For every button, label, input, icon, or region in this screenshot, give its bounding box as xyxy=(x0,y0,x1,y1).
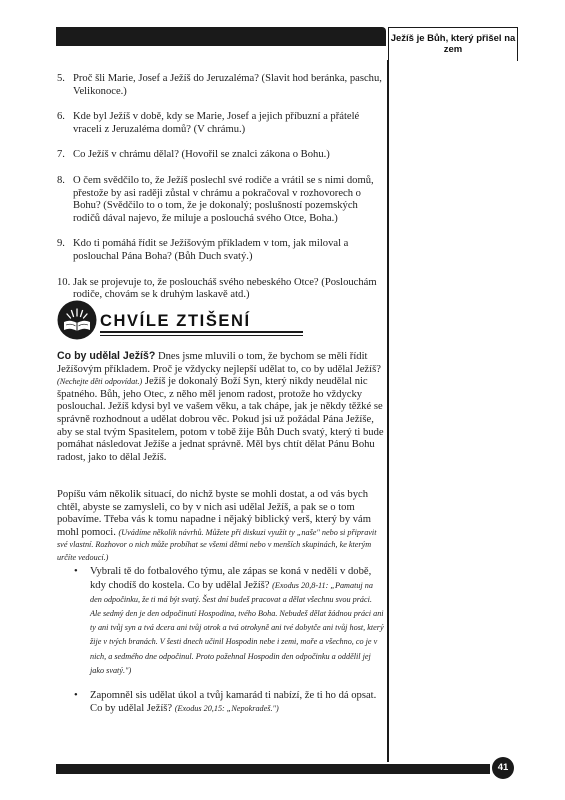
situation-text: Vybrali tě do fotbalového týmu, ale zápas se koná v neděli v době, kdy chodíš do kostela. Co by udělal Ježíš? xyxy=(90,566,372,591)
question-number: 5. xyxy=(57,73,65,84)
question-number: 9. xyxy=(57,238,65,250)
page-number: 41 xyxy=(492,757,514,779)
margin-rule xyxy=(387,60,389,762)
chapter-title: Ježíš je Bůh, který přišel na zem xyxy=(388,27,518,61)
question-list xyxy=(57,73,384,315)
lead-question: Co by udělal Ježíš? xyxy=(57,350,156,362)
question-text: Kde byl Ježíš v době, kdy se Marie, Josef a jejich příbuzní a přátelé vraceli z Jeruzaléma domů? (V chrámu.) xyxy=(73,111,360,135)
question-number: 10. xyxy=(57,276,71,288)
question-item xyxy=(57,175,384,225)
open-book-icon xyxy=(57,300,97,340)
title-underline xyxy=(100,331,303,333)
paragraph-text: Dnes jsme mluvili o tom, že bychom se měli řídit Ježíšovým příkladem. Proč je vždycky nejlepší udělat to, co by udělal Ježíš? xyxy=(57,351,381,375)
top-bar xyxy=(56,27,386,46)
body-paragraph xyxy=(57,350,384,464)
title-underline-thin xyxy=(100,335,303,336)
bible-reference: (Exodus 20,8-11: „Pamatuj na den odpočinku, že ti má být svatý. Šest dní budeš pracovat a dělat všechnu svou práci. Ale sedmý den je den odpočinutí Hospodina, tvého Boha. Nebudeš dělat žádnou práci ani ty ani tvůj syn a tvá dcera ani tvůj otrok a tvá otrokyně ani tvé dobytče ani tvůj host, který žije v tvých branách. V šesti dnech učinil Hospodin nebe i zemi, moře a všechno, co je v nich, a sedmého dne odpočinul. Proto požehnal Hospodin den odpočinku a oddělil jej jako svatý.") xyxy=(90,580,384,675)
paragraph-text: Popíšu vám několik situací, do nichž byste se mohli dostat, a od vás bych chtěl, abyste se zamysleli, co by v nich asi udělal Ježíš, a pak se o tom pobavíme. Třeba vás k tomu napadne i nějaký biblický verš, který by vám mohl pomoci. xyxy=(57,489,372,538)
question-text: Jak se projevuje to, že posloucháš svého nebeského Otce? (Poslouchám rodiče, chovám se k druhým laskavě atd.) xyxy=(73,276,377,301)
question-number: 6. xyxy=(57,111,65,123)
question-number: 7. xyxy=(57,149,65,161)
question-item xyxy=(57,111,384,136)
question-number: 8. xyxy=(57,174,65,186)
section-title: CHVÍLE ZTIŠENÍ xyxy=(100,312,251,330)
bullet-icon: • xyxy=(74,566,78,577)
question-text: Co Ježíš v chrámu dělal? (Hovořil se znalci zákona o Bohu.) xyxy=(73,149,330,161)
bible-reference: (Exodus 20,15: „Nepokradeš.") xyxy=(174,703,279,713)
bottom-bar xyxy=(56,764,490,774)
list-item xyxy=(74,566,384,678)
list-item xyxy=(74,690,384,715)
question-item xyxy=(57,238,384,263)
question-item xyxy=(57,73,384,98)
question-item xyxy=(57,277,384,302)
body-paragraph xyxy=(57,489,384,565)
question-text: Proč šli Marie, Josef a Ježíš do Jeruzaléma? (Slavit hod beránka, paschu, Velikonoce.) xyxy=(73,73,382,97)
bullet-icon: • xyxy=(74,690,78,702)
situation-list xyxy=(74,566,384,727)
teacher-note: (Nechejte děti odpovídat.) xyxy=(57,377,143,387)
teacher-note: (Uvádíme několik návrhů. Můžete při diskuzi využít ty „naše" nebo si připravit své vlastní. Rozhovor o nich může probíhat se všemi dětmi nebo v menších skupinách, ke kterým určíte vedoucí.) xyxy=(57,527,377,562)
section-banner xyxy=(57,300,387,340)
question-item xyxy=(57,149,384,162)
question-text: O čem svědčilo to, že Ježíš poslechl své rodiče a vrátil se s nimi domů, přestože by asi raději zůstal v chrámu a pokračoval v rozhovorech o Bohu? (Svědčilo to o tom, že je dokonalý; poslušností pozemských rodičů dával najevo, že miluje a poslouchá svého Otce, Boha.) xyxy=(73,174,374,224)
paragraph-text: Ježíš je dokonalý Boží Syn, který nikdy neudělal nic špatného. Bůh, jeho Otec, z něho měl jenom radost, protože ho vždycky poslouchal. Ježíš kdysi byl ve vašem věku, a tak chápe, jak je někdy těžké se správně rozhodnout a udělat dobrou věc. Pokud jsi už požádal Pána Ježíše, aby se stal tvým Spasitelem, potom v tobě žije Bůh Duch svatý, který ti bude pomáhat následovat Ježíše a jednat správně. Měl bys chtít dělat Pánu Bohu radost, jako to dělal Ježíš. xyxy=(57,376,384,463)
question-text: Kdo ti pomáhá řídit se Ježíšovým příkladem v tom, jak miloval a poslouchal Pána Boha? (Bůh Duch svatý.) xyxy=(73,238,349,262)
situation-text: Zapomněl sis udělat úkol a tvůj kamarád ti nabízí, že ti ho dá opsat. Co by udělal Ježíš? xyxy=(90,690,377,714)
